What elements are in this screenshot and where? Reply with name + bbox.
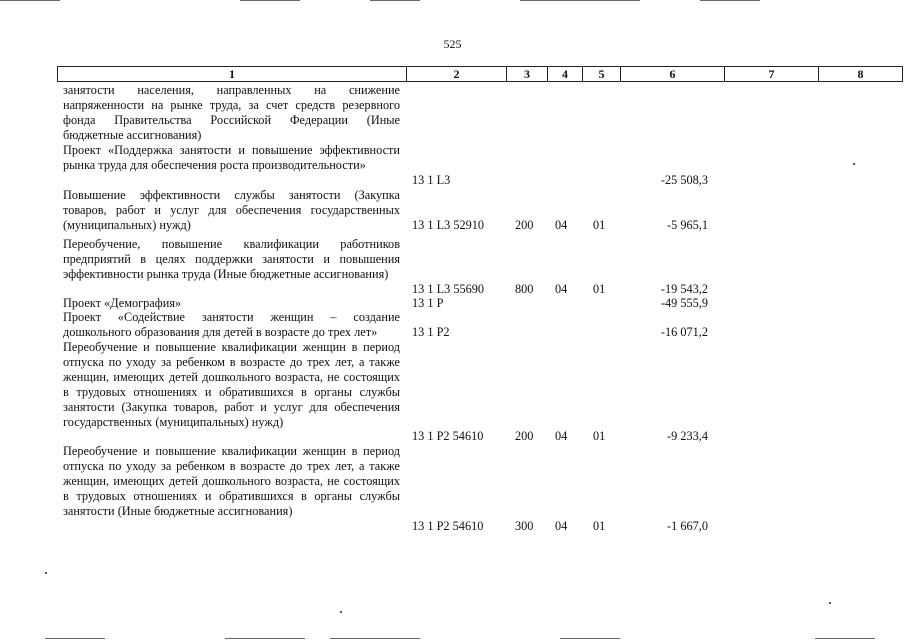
row-code: 13 1 P2 54610 xyxy=(412,518,484,533)
scan-edge-line xyxy=(370,0,420,1)
header-col-4: 4 xyxy=(548,67,583,81)
scan-edge-line xyxy=(225,638,305,639)
row-subsection: 01 xyxy=(593,429,606,444)
header-col-5: 5 xyxy=(583,67,621,81)
scan-speck xyxy=(853,163,855,165)
scan-edge-line xyxy=(240,0,300,1)
page-number: 525 xyxy=(443,37,462,51)
row-amount: -49 555,9 xyxy=(660,296,708,310)
scan-speck xyxy=(829,602,831,604)
row-amount: -1 667,0 xyxy=(667,518,708,533)
row-section: 04 xyxy=(555,281,568,296)
scan-edge-line xyxy=(0,0,60,1)
row-code: 13 1 P2 xyxy=(412,324,450,339)
row-name: Проект «Содействие занятости женщин – создание дошкольного образования для детей в возрасте до трех лет» xyxy=(63,310,400,339)
row-subsection: 01 xyxy=(593,281,606,296)
row-name: Проект «Демография» xyxy=(63,296,182,310)
header-col-3: 3 xyxy=(507,67,548,81)
row-section: 04 xyxy=(555,518,568,533)
row-type: 300 xyxy=(515,518,534,533)
scan-edge-line xyxy=(520,0,640,1)
row-code: 13 1 L3 55690 xyxy=(412,281,485,296)
scan-edge-line xyxy=(560,638,620,639)
scan-speck xyxy=(45,572,47,574)
scan-speck xyxy=(340,611,342,613)
row-subsection: 01 xyxy=(593,217,606,232)
row-amount: -16 071,2 xyxy=(660,324,708,339)
row-code: 13 1 L3 52910 xyxy=(412,217,485,232)
header-col-7: 7 xyxy=(725,67,819,81)
row-amount: -19 543,2 xyxy=(660,281,708,296)
scan-edge-line xyxy=(700,0,760,1)
row-name: Переобучение и повышение квалификации женщин в период отпуска по уходу за ребенком в возрасте до трех лет, а также женщин, имеющих детей дошкольного возраста, не состоящих в трудовых отношениях и обратившихся в органы службы занятости (Иные бюджетные ассигнования) xyxy=(63,444,400,518)
scan-edge-line xyxy=(815,638,875,639)
row-code: 13 1 L3 xyxy=(412,172,451,187)
row-code: 13 1 P2 54610 xyxy=(412,429,484,444)
header-col-2: 2 xyxy=(407,67,507,81)
header-col-8: 8 xyxy=(857,67,864,81)
scan-edge-line xyxy=(330,638,420,639)
row-amount: -9 233,4 xyxy=(667,429,708,444)
row-section: 04 xyxy=(555,217,568,232)
row-type: 800 xyxy=(515,281,534,296)
row-name: Переобучение, повышение квалификации работников предприятий в целях поддержки занятости и повышения эффективности рынка труда (Иные бюджетные ассигнования) xyxy=(63,237,400,281)
row-amount: -25 508,3 xyxy=(660,172,708,187)
row-type: 200 xyxy=(515,217,534,232)
header-col-1: 1 xyxy=(58,67,407,81)
row-name: Проект «Поддержка занятости и повышение эффективности рынка труда для обеспечения роста производительности» xyxy=(63,143,400,172)
scan-edge-line xyxy=(45,638,105,639)
row-name: занятости населения, направленных на снижение напряженности на рынке труда, за счет средств резервного фонда Правительства Российской Федерации (Иные бюджетные ассигнования) xyxy=(63,83,400,142)
row-name: Переобучение и повышение квалификации женщин в период отпуска по уходу за ребенком в возрасте до трех лет, а также женщин, имеющих детей дошкольного возраста, не состоящих в трудовых отношениях и обратившихся в органы службы занятости (Закупка товаров, работ и услуг для обеспечения государственных (муниципальных) нужд) xyxy=(63,340,400,429)
row-subsection: 01 xyxy=(593,518,606,533)
row-code: 13 1 P xyxy=(412,296,444,310)
table-header xyxy=(57,66,903,82)
row-type: 200 xyxy=(515,429,534,444)
header-col-6: 6 xyxy=(621,67,725,81)
row-section: 04 xyxy=(555,429,568,444)
row-amount: -5 965,1 xyxy=(667,217,708,232)
row-name: Повышение эффективности службы занятости (Закупка товаров, работ и услуг для обеспечения государственных (муниципальных) нужд) xyxy=(63,188,400,232)
